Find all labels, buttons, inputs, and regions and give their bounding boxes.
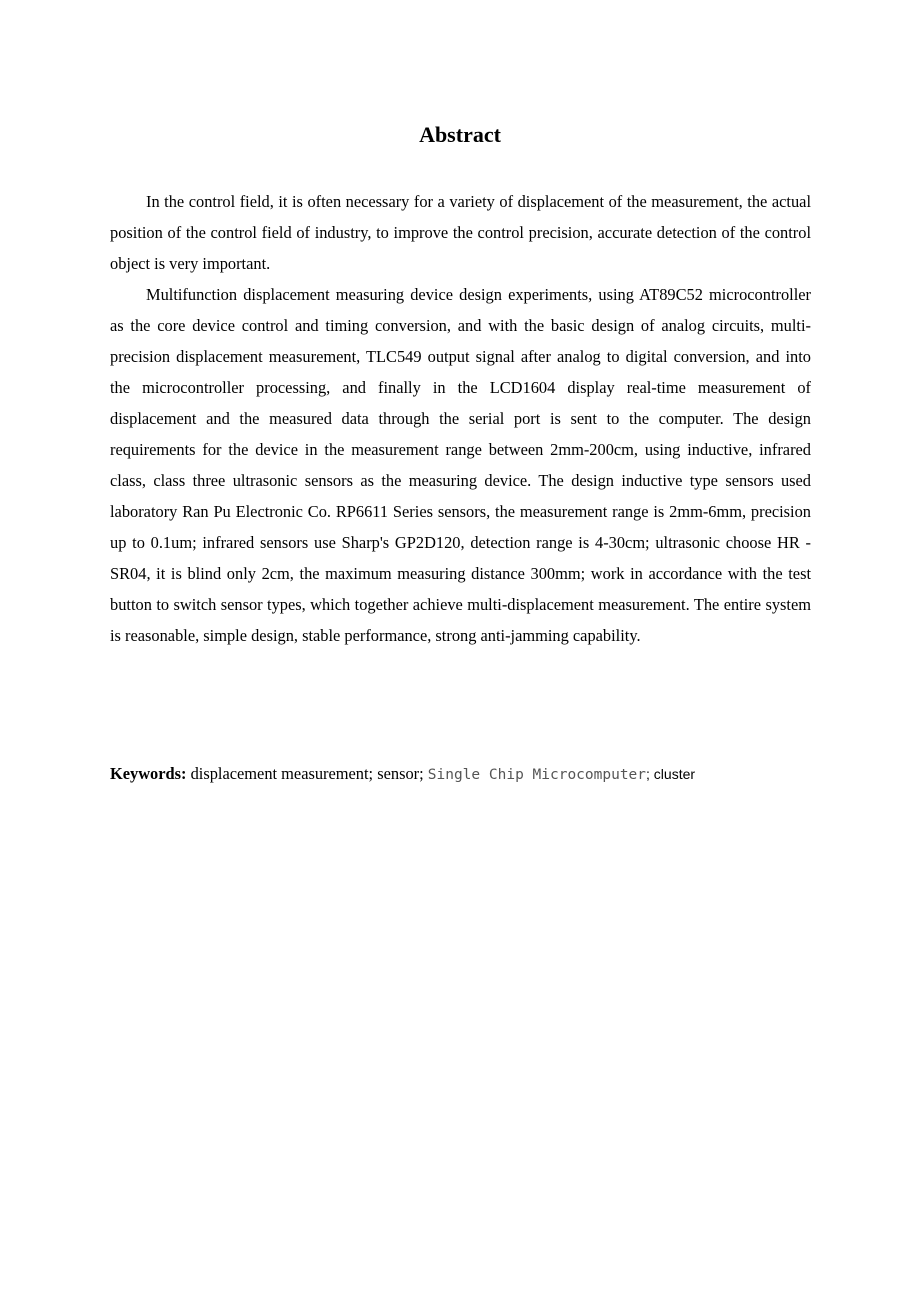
abstract-title: Abstract bbox=[419, 122, 501, 147]
keyword-sensor: sensor; bbox=[377, 764, 424, 783]
abstract-body bbox=[110, 186, 811, 651]
keyword-single-chip-microcomputer: Single Chip Microcomputer bbox=[427, 767, 647, 783]
keywords-label: Keywords: bbox=[110, 764, 187, 783]
abstract-paragraph-1: In the control field, it is often necessary for a variety of displacement of the measurement, the actual position of the control field of industry, to improve the control precision, accurate detection of the control object is very important. bbox=[110, 192, 811, 273]
keyword-displacement-measurement: displacement measurement; bbox=[190, 764, 374, 783]
abstract-paragraph-2: Multifunction displacement measuring device design experiments, using AT89C52 microcontroller as the core device control and timing conversion, and with the basic design of analog circuits, multi-precision displacement measurement, TLC549 output signal after analog to digital conversion, and into the microcontroller processing, and finally in the LCD1604 display real-time measurement of displacement and the measured data through the serial port is sent to the computer. The design requirements for the device in the measurement range between 2mm-200cm, using inductive, infrared class, class three ultrasonic sensors as the measuring device. The design inductive type sensors used laboratory Ran Pu Electronic Co. RP6611 Series sensors, the measurement range is 2mm-6mm, precision up to 0.1um; infrared sensors use Sharp's GP2D120, detection range is 4-30cm; ultrasonic choose HR -SR04, it is blind only 2cm, the maximum measuring distance 300mm; work in accordance with the test button to switch sensor types, which together achieve multi-displacement measurement. The entire system is reasonable, simple design, stable performance, strong anti-jamming capability. bbox=[110, 285, 811, 645]
keyword-cluster: ; cluster bbox=[646, 766, 696, 782]
keywords-line bbox=[110, 760, 830, 789]
